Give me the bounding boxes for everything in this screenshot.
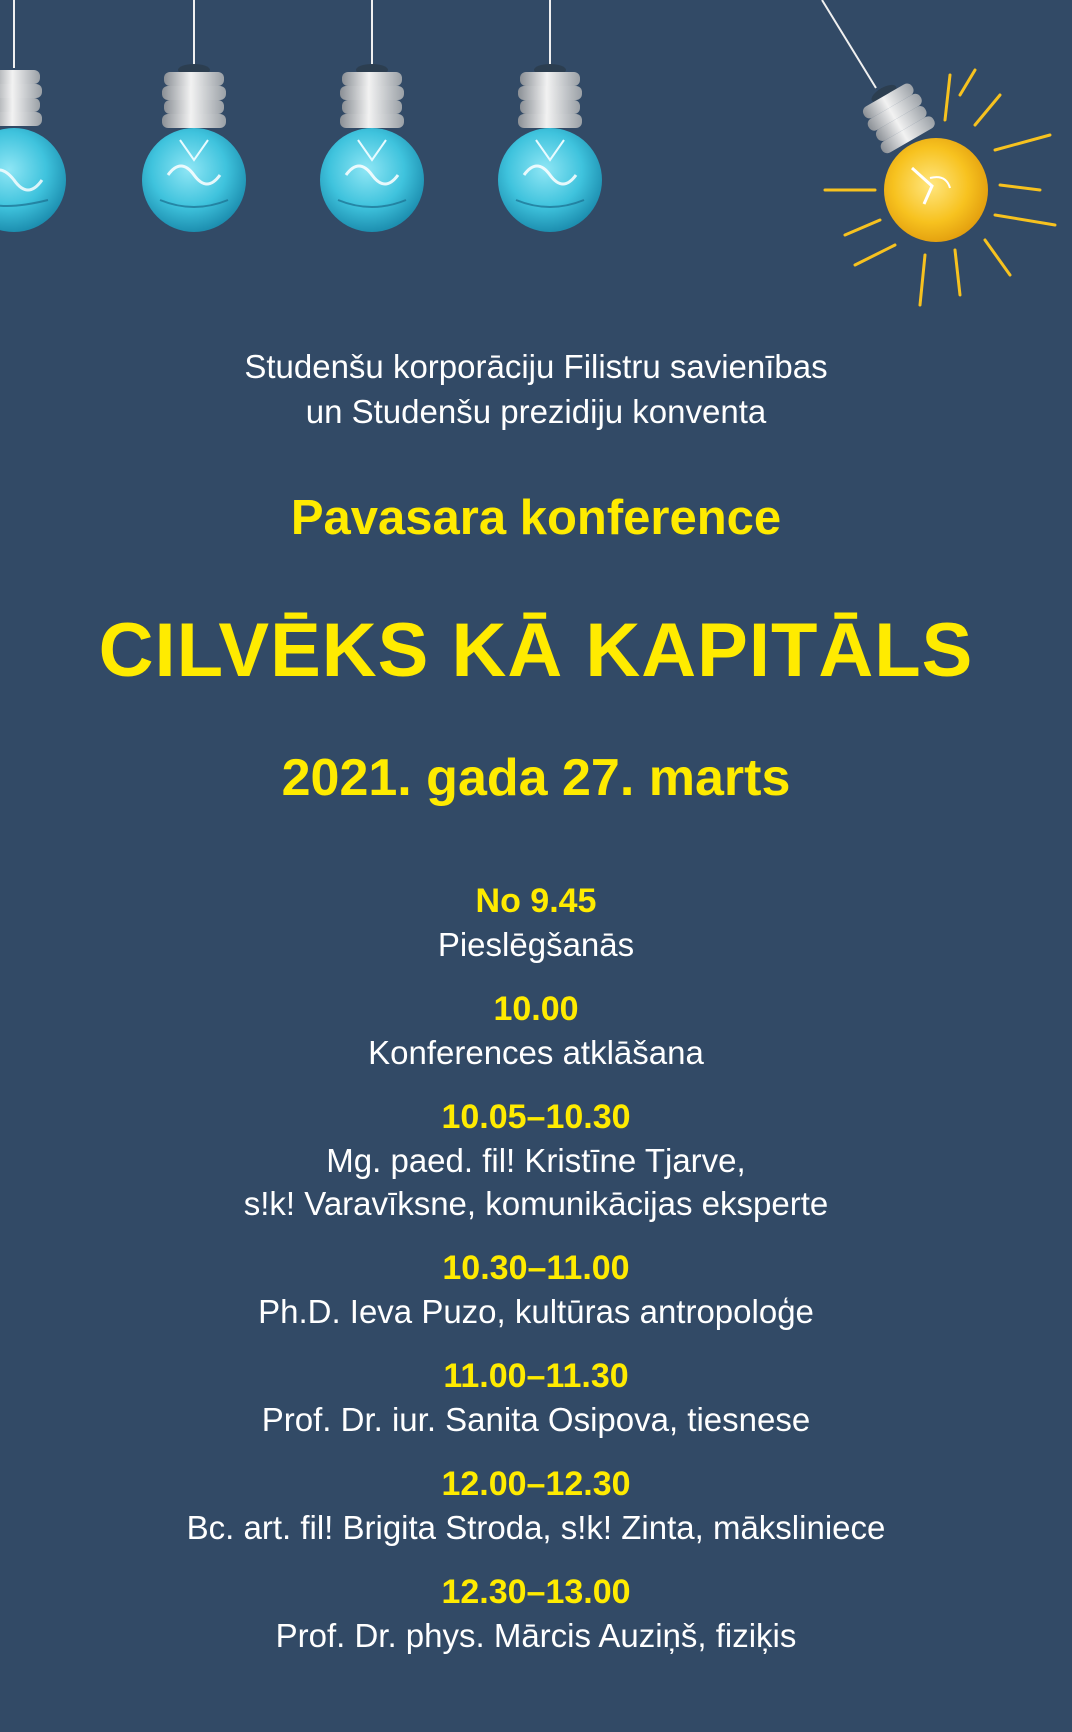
slot-time: 11.00–11.30	[443, 1357, 629, 1395]
program-slot	[0, 988, 1072, 1074]
event-type: Pavasara konference	[290, 491, 782, 545]
light-bulb-icon	[320, 0, 424, 232]
organizers-line-1: Studenšu korporāciju Filistru savienības	[244, 348, 828, 385]
slot-description: s!k! Varavīksne, komunikācijas eksperte	[243, 1185, 829, 1222]
slot-description: Ph.D. Ieva Puzo, kultūras antropoloģe	[258, 1293, 814, 1330]
program-slot	[0, 1247, 1072, 1333]
event-date: 2021. gada 27. marts	[281, 749, 791, 807]
program-slot	[0, 1571, 1072, 1657]
slot-time: 10.30–11.00	[442, 1249, 630, 1287]
conference-title: CILVĒKS KĀ KAPITĀLS	[98, 608, 974, 693]
slot-time: 10.05–10.30	[441, 1098, 631, 1136]
organizers-line-2: un Studenšu prezidiju konventa	[305, 393, 767, 430]
program-slot	[0, 1463, 1072, 1549]
program-schedule	[0, 880, 1072, 1679]
light-bulb-icon	[142, 0, 246, 232]
program-slot	[0, 1096, 1072, 1225]
slot-time: 12.00–12.30	[441, 1465, 631, 1503]
slot-description: Prof. Dr. phys. Mārcis Auziņš, fiziķis	[275, 1617, 797, 1654]
program-slot	[0, 1355, 1072, 1441]
light-bulbs-illustration	[0, 0, 1072, 320]
program-slot	[0, 880, 1072, 966]
slot-description: Konferences atklāšana	[368, 1034, 704, 1071]
slot-description: Prof. Dr. iur. Sanita Osipova, tiesnese	[261, 1401, 811, 1438]
slot-description: Pieslēgšanās	[437, 926, 635, 963]
lit-light-bulb-icon	[822, 0, 1055, 305]
light-bulb-icon	[0, 0, 66, 232]
light-bulb-icon	[498, 0, 602, 232]
slot-description: Mg. paed. fil! Kristīne Tjarve,	[326, 1142, 746, 1179]
slot-time: 12.30–13.00	[441, 1573, 631, 1611]
organizers	[0, 344, 1072, 434]
slot-time: 10.00	[493, 990, 579, 1028]
slot-time: No 9.45	[475, 882, 597, 920]
slot-description: Bc. art. fil! Brigita Stroda, s!k! Zinta, māksliniece	[186, 1509, 886, 1546]
